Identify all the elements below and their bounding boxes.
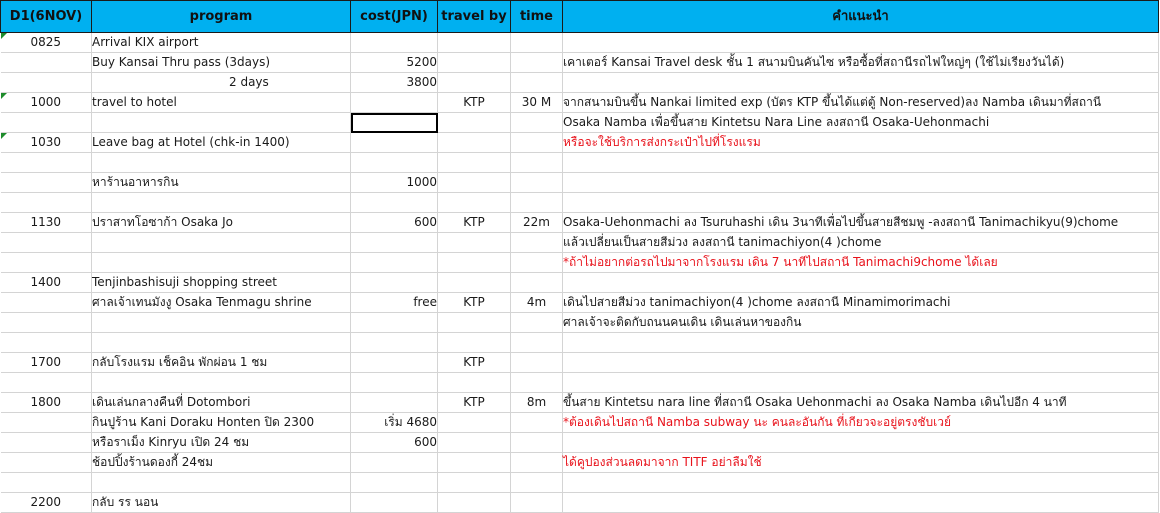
header-day[interactable]: D1(6NOV) bbox=[1, 1, 92, 33]
cell-travel[interactable] bbox=[438, 33, 511, 53]
cell-day[interactable]: 1800 bbox=[1, 393, 92, 413]
cell-note[interactable]: เคาเตอร์ Kansai Travel desk ชั้น 1 สนามบินคันไซ หรือซื้อที่สถานีรถไฟใหญ่ๆ (ใช้ไม่เรียงวันได้) bbox=[563, 53, 1159, 73]
table-row bbox=[1, 413, 1159, 433]
cell-cost[interactable]: 600 bbox=[351, 213, 438, 233]
header-cost[interactable]: cost(JPN) bbox=[351, 1, 438, 33]
cell-travel[interactable] bbox=[438, 433, 511, 453]
cell-day[interactable]: 2200 bbox=[1, 493, 92, 513]
cell-program[interactable] bbox=[92, 193, 351, 213]
cell-program[interactable]: 2 days bbox=[92, 73, 351, 93]
cell-day[interactable]: 1030 bbox=[1, 133, 92, 153]
cell-cost[interactable] bbox=[351, 313, 438, 333]
cell-cost[interactable]: เริ่ม 4680 bbox=[351, 413, 438, 433]
cell-program[interactable]: หาร้านอาหารกิน bbox=[92, 173, 351, 193]
cell-program[interactable] bbox=[92, 253, 351, 273]
cell-time[interactable] bbox=[511, 453, 563, 473]
cell-program[interactable]: หรือราเม็ง Kinryu เปิด 24 ชม bbox=[92, 433, 351, 453]
cell-day[interactable]: 1000 bbox=[1, 93, 92, 113]
cell-day[interactable] bbox=[1, 173, 92, 193]
cell-travel[interactable] bbox=[438, 233, 511, 253]
cell-time[interactable] bbox=[511, 433, 563, 453]
cell-note[interactable] bbox=[563, 73, 1159, 93]
cell-day[interactable] bbox=[1, 413, 92, 433]
cell-program[interactable] bbox=[92, 153, 351, 173]
cell-day[interactable] bbox=[1, 113, 92, 133]
cell-travel[interactable] bbox=[438, 273, 511, 293]
cell-day[interactable] bbox=[1, 473, 92, 493]
cell-cost[interactable] bbox=[351, 473, 438, 493]
cell-note[interactable]: ได้คูปองส่วนลดมาจาก TITF อย่าลืมใช้ bbox=[563, 453, 1159, 473]
cell-day[interactable] bbox=[1, 153, 92, 173]
cell-cost[interactable]: 5200 bbox=[351, 53, 438, 73]
cell-day[interactable] bbox=[1, 373, 92, 393]
cell-travel[interactable]: KTP bbox=[438, 213, 511, 233]
cell-program[interactable] bbox=[92, 473, 351, 493]
comment-marker-icon bbox=[1, 133, 7, 139]
cell-day[interactable] bbox=[1, 333, 92, 353]
table-row bbox=[1, 293, 1159, 313]
cell-time[interactable] bbox=[511, 473, 563, 493]
cell-cost[interactable] bbox=[351, 493, 438, 513]
table-row bbox=[1, 213, 1159, 233]
cell-cost[interactable] bbox=[351, 113, 438, 133]
cell-travel[interactable] bbox=[438, 113, 511, 133]
cell-cost[interactable] bbox=[351, 233, 438, 253]
cell-time[interactable] bbox=[511, 233, 563, 253]
cell-time[interactable] bbox=[511, 153, 563, 173]
cell-note[interactable] bbox=[563, 433, 1159, 453]
cell-time[interactable] bbox=[511, 353, 563, 373]
cell-cost[interactable] bbox=[351, 253, 438, 273]
cell-travel[interactable] bbox=[438, 53, 511, 73]
cell-program[interactable]: กลับโรงแรม เช็คอิน พักผ่อน 1 ชม bbox=[92, 353, 351, 373]
cell-cost[interactable] bbox=[351, 193, 438, 213]
cell-note[interactable] bbox=[563, 353, 1159, 373]
table-row bbox=[1, 153, 1159, 173]
cell-cost[interactable]: 1000 bbox=[351, 173, 438, 193]
cell-note[interactable] bbox=[563, 273, 1159, 293]
header-note[interactable]: คำแนะนำ bbox=[563, 1, 1159, 33]
cell-travel[interactable] bbox=[438, 193, 511, 213]
cell-note[interactable]: Osaka Namba เพื่อขึ้นสาย Kintetsu Nara Line ลงสถานี Osaka-Uehonmachi bbox=[563, 113, 1159, 133]
cell-cost[interactable] bbox=[351, 353, 438, 373]
cell-travel[interactable] bbox=[438, 173, 511, 193]
cell-day[interactable] bbox=[1, 73, 92, 93]
cell-time[interactable] bbox=[511, 493, 563, 513]
cell-note[interactable] bbox=[563, 493, 1159, 513]
cell-day[interactable] bbox=[1, 313, 92, 333]
cell-time[interactable]: 30 M bbox=[511, 93, 563, 113]
table-row bbox=[1, 233, 1159, 253]
cell-travel[interactable] bbox=[438, 413, 511, 433]
table-row bbox=[1, 33, 1159, 53]
cell-travel[interactable] bbox=[438, 453, 511, 473]
cell-travel[interactable] bbox=[438, 133, 511, 153]
cell-note[interactable]: เดินไปสายสีม่วง tanimachiyon(4 )chome ลงสถานี Minamimorimachi bbox=[563, 293, 1159, 313]
table-row bbox=[1, 453, 1159, 473]
table-row bbox=[1, 373, 1159, 393]
cell-cost[interactable] bbox=[351, 373, 438, 393]
cell-time[interactable]: 8m bbox=[511, 393, 563, 413]
cell-time[interactable] bbox=[511, 413, 563, 433]
cell-note[interactable] bbox=[563, 153, 1159, 173]
table-row bbox=[1, 473, 1159, 493]
cell-time[interactable] bbox=[511, 373, 563, 393]
cell-time[interactable] bbox=[511, 33, 563, 53]
cell-program[interactable] bbox=[92, 373, 351, 393]
cell-time[interactable] bbox=[511, 333, 563, 353]
header-row bbox=[1, 1, 1159, 33]
table-row bbox=[1, 313, 1159, 333]
cell-travel[interactable] bbox=[438, 253, 511, 273]
table-body bbox=[1, 33, 1159, 513]
cell-program[interactable] bbox=[92, 233, 351, 253]
cell-note[interactable]: *ถ้าไม่อยากต่อรถไปมาจากโรงแรม เดิน 7 นาทีไปสถานี Tanimachi9chome ได้เลย bbox=[563, 253, 1159, 273]
table-row bbox=[1, 193, 1159, 213]
table-row bbox=[1, 273, 1159, 293]
cell-travel[interactable]: KTP bbox=[438, 393, 511, 413]
cell-program[interactable]: ปราสาทโอซาก้า Osaka Jo bbox=[92, 213, 351, 233]
table-row bbox=[1, 133, 1159, 153]
header-time[interactable]: time bbox=[511, 1, 563, 33]
table-row bbox=[1, 493, 1159, 513]
cell-cost[interactable] bbox=[351, 133, 438, 153]
cell-time[interactable] bbox=[511, 53, 563, 73]
cell-time[interactable] bbox=[511, 133, 563, 153]
cell-program[interactable]: Buy Kansai Thru pass (3days) bbox=[92, 53, 351, 73]
table-row bbox=[1, 53, 1159, 73]
table-row bbox=[1, 333, 1159, 353]
cell-cost[interactable] bbox=[351, 333, 438, 353]
cell-time[interactable] bbox=[511, 173, 563, 193]
cell-program[interactable]: เดินเล่นกลางคืนที่ Dotombori bbox=[92, 393, 351, 413]
cell-day[interactable] bbox=[1, 293, 92, 313]
cell-note[interactable]: แล้วเปลี่ยนเป็นสายสีม่วง ลงสถานี tanimachiyon(4 )chome bbox=[563, 233, 1159, 253]
cell-travel[interactable] bbox=[438, 333, 511, 353]
cell-day[interactable]: 1130 bbox=[1, 213, 92, 233]
cell-program[interactable]: กลับ รร นอน bbox=[92, 493, 351, 513]
cell-time[interactable] bbox=[511, 253, 563, 273]
comment-marker-icon bbox=[1, 33, 7, 39]
cell-note[interactable] bbox=[563, 33, 1159, 53]
cell-travel[interactable] bbox=[438, 373, 511, 393]
cell-day[interactable] bbox=[1, 233, 92, 253]
cell-time[interactable] bbox=[511, 313, 563, 333]
cell-day[interactable]: 0825 bbox=[1, 33, 92, 53]
table-row bbox=[1, 393, 1159, 413]
cell-day[interactable] bbox=[1, 253, 92, 273]
cell-travel[interactable]: KTP bbox=[438, 353, 511, 373]
cell-program[interactable]: กินปูร้าน Kani Doraku Honten ปิด 2300 bbox=[92, 413, 351, 433]
cell-time[interactable] bbox=[511, 193, 563, 213]
cell-note[interactable]: หรือจะใช้บริการส่งกระเป๋าไปที่โรงแรม bbox=[563, 133, 1159, 153]
header-program[interactable]: program bbox=[92, 1, 351, 33]
cell-time[interactable] bbox=[511, 273, 563, 293]
cell-cost[interactable] bbox=[351, 93, 438, 113]
cell-cost[interactable]: 3800 bbox=[351, 73, 438, 93]
cell-time[interactable]: 4m bbox=[511, 293, 563, 313]
cell-day[interactable] bbox=[1, 193, 92, 213]
cell-time[interactable] bbox=[511, 73, 563, 93]
cell-travel[interactable] bbox=[438, 493, 511, 513]
cell-travel[interactable] bbox=[438, 73, 511, 93]
cell-program[interactable]: ศาลเจ้าเทนมังงู Osaka Tenmagu shrine bbox=[92, 293, 351, 313]
cell-program[interactable]: Arrival KIX airport bbox=[92, 33, 351, 53]
cell-program[interactable]: Leave bag at Hotel (chk-in 1400) bbox=[92, 133, 351, 153]
table-row bbox=[1, 173, 1159, 193]
table-row bbox=[1, 93, 1159, 113]
cell-note[interactable] bbox=[563, 193, 1159, 213]
cell-program[interactable]: Tenjinbashisuji shopping street bbox=[92, 273, 351, 293]
cell-program[interactable] bbox=[92, 113, 351, 133]
cell-cost[interactable]: 600 bbox=[351, 433, 438, 453]
cell-note[interactable]: ศาลเจ้าจะติดกับถนนคนเดิน เดินเล่นหาของกิน bbox=[563, 313, 1159, 333]
cell-travel[interactable] bbox=[438, 153, 511, 173]
cell-cost[interactable] bbox=[351, 393, 438, 413]
cell-note[interactable]: Osaka-Uehonmachi ลง Tsuruhashi เดิน 3นาทีเพื่อไปขึ้นสายสีชมพู -ลงสถานี Tanimachikyu(9)chome bbox=[563, 213, 1159, 233]
comment-marker-icon bbox=[1, 93, 7, 99]
cell-cost[interactable] bbox=[351, 453, 438, 473]
table-row bbox=[1, 73, 1159, 93]
cell-day[interactable] bbox=[1, 453, 92, 473]
cell-note[interactable]: ขึ้นสาย Kintetsu nara line ที่สถานี Osaka Uehonmachi ลง Osaka Namba เดินไปอีก 4 นาที bbox=[563, 393, 1159, 413]
cell-travel[interactable]: KTP bbox=[438, 93, 511, 113]
cell-note[interactable] bbox=[563, 373, 1159, 393]
cell-note[interactable] bbox=[563, 473, 1159, 493]
cell-cost[interactable] bbox=[351, 273, 438, 293]
cell-day[interactable] bbox=[1, 53, 92, 73]
table-row bbox=[1, 433, 1159, 453]
cell-day[interactable]: 1700 bbox=[1, 353, 92, 373]
cell-note[interactable] bbox=[563, 173, 1159, 193]
table-row bbox=[1, 253, 1159, 273]
cell-program[interactable]: ช้อปปิ้งร้านดองกี้ 24ชม bbox=[92, 453, 351, 473]
cell-cost[interactable] bbox=[351, 33, 438, 53]
cell-time[interactable]: 22m bbox=[511, 213, 563, 233]
cell-note[interactable] bbox=[563, 333, 1159, 353]
header-travel[interactable]: travel by bbox=[438, 1, 511, 33]
cell-travel[interactable] bbox=[438, 313, 511, 333]
cell-day[interactable]: 1400 bbox=[1, 273, 92, 293]
table-row bbox=[1, 353, 1159, 373]
cell-note[interactable]: *ต้องเดินไปสถานี Namba subway นะ คนละอันกัน ที่เกียวจะอยู่ตรงชับเวย์ bbox=[563, 413, 1159, 433]
cell-day[interactable] bbox=[1, 433, 92, 453]
cell-travel[interactable]: KTP bbox=[438, 293, 511, 313]
cell-cost[interactable]: free bbox=[351, 293, 438, 313]
cell-cost[interactable] bbox=[351, 153, 438, 173]
cell-travel[interactable] bbox=[438, 473, 511, 493]
cell-program[interactable] bbox=[92, 313, 351, 333]
cell-program[interactable] bbox=[92, 333, 351, 353]
cell-program[interactable]: travel to hotel bbox=[92, 93, 351, 113]
table-row bbox=[1, 113, 1159, 133]
cell-time[interactable] bbox=[511, 113, 563, 133]
cell-note[interactable]: จากสนามบินขึ้น Nankai limited exp (บัตร KTP ขึ้นได้แต่ตู้ Non-reserved)ลง Namba เดินมาที่สถานี bbox=[563, 93, 1159, 113]
